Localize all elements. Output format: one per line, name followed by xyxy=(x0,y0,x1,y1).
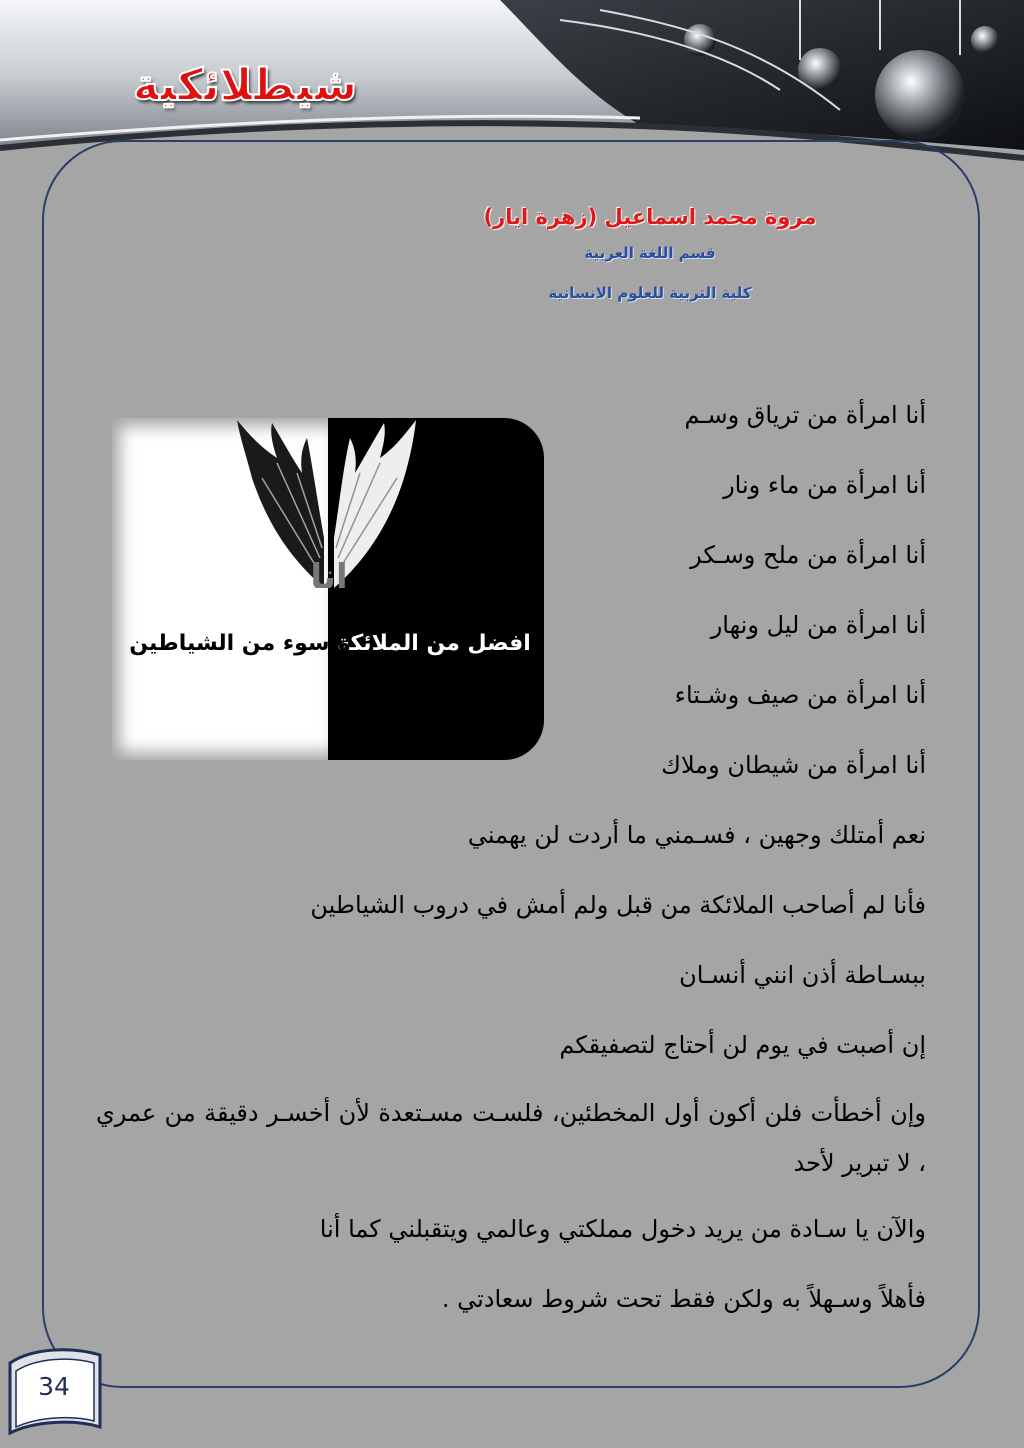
poem-line: أنا امرأة من ماء ونار xyxy=(723,471,926,499)
poem-line: ببسـاطة أذن انني أنسـان xyxy=(679,961,926,989)
image-caption-right: افضل من الملائكة xyxy=(337,631,531,656)
author-name: مروة محمد اسماعيل (زهرة ايار) xyxy=(483,205,817,229)
image-title-text: انا xyxy=(310,557,348,597)
author-block xyxy=(450,200,850,306)
poem-line: أنا امرأة من شيطان وملاك xyxy=(661,751,926,779)
poem-line: والآن يا سـادة من يريد دخول مملكتي وعالمي ويتقبلني كما أنا xyxy=(319,1215,926,1243)
page-number: 34 xyxy=(38,1372,70,1401)
poem-line: أنا امرأة من ملح وسـكر xyxy=(690,541,926,569)
poem-line: أنا امرأة من ليل ونهار xyxy=(710,611,926,639)
college-name: كلية التربية للعلوم الانسانية xyxy=(548,284,752,302)
poem-line: أنا امرأة من ترياق وسـم xyxy=(684,401,926,429)
poem-body xyxy=(96,388,926,1342)
poem-line: فأنا لم أصاحب الملائكة من قبل ولم أمش في دروب الشياطين xyxy=(310,891,926,919)
poem-line: فأهلاً وسـهلاً به ولكن فقط تحت شروط سعادتي . xyxy=(441,1285,926,1313)
poem-line: وإن أخطأت فلن أكون أول المخطئين، فلسـت مسـتعدة لأن أخسـر دقيقة من عمري ، لا تبرير لأحد xyxy=(96,1099,926,1177)
magazine-title: شيطلائكية xyxy=(132,60,358,111)
department-name: قسم اللغة العربية xyxy=(584,244,716,262)
poem-line: نعم أمتلك وجهين ، فسـمني ما أردت لن يهمني xyxy=(467,821,926,849)
poem-line: إن أصبت في يوم لن أحتاج لتصفيقكم xyxy=(559,1031,926,1059)
poem-line: أنا امرأة من صيف وشـتاء xyxy=(674,681,926,709)
image-caption-left: واسوء من الشياطين xyxy=(129,631,351,656)
